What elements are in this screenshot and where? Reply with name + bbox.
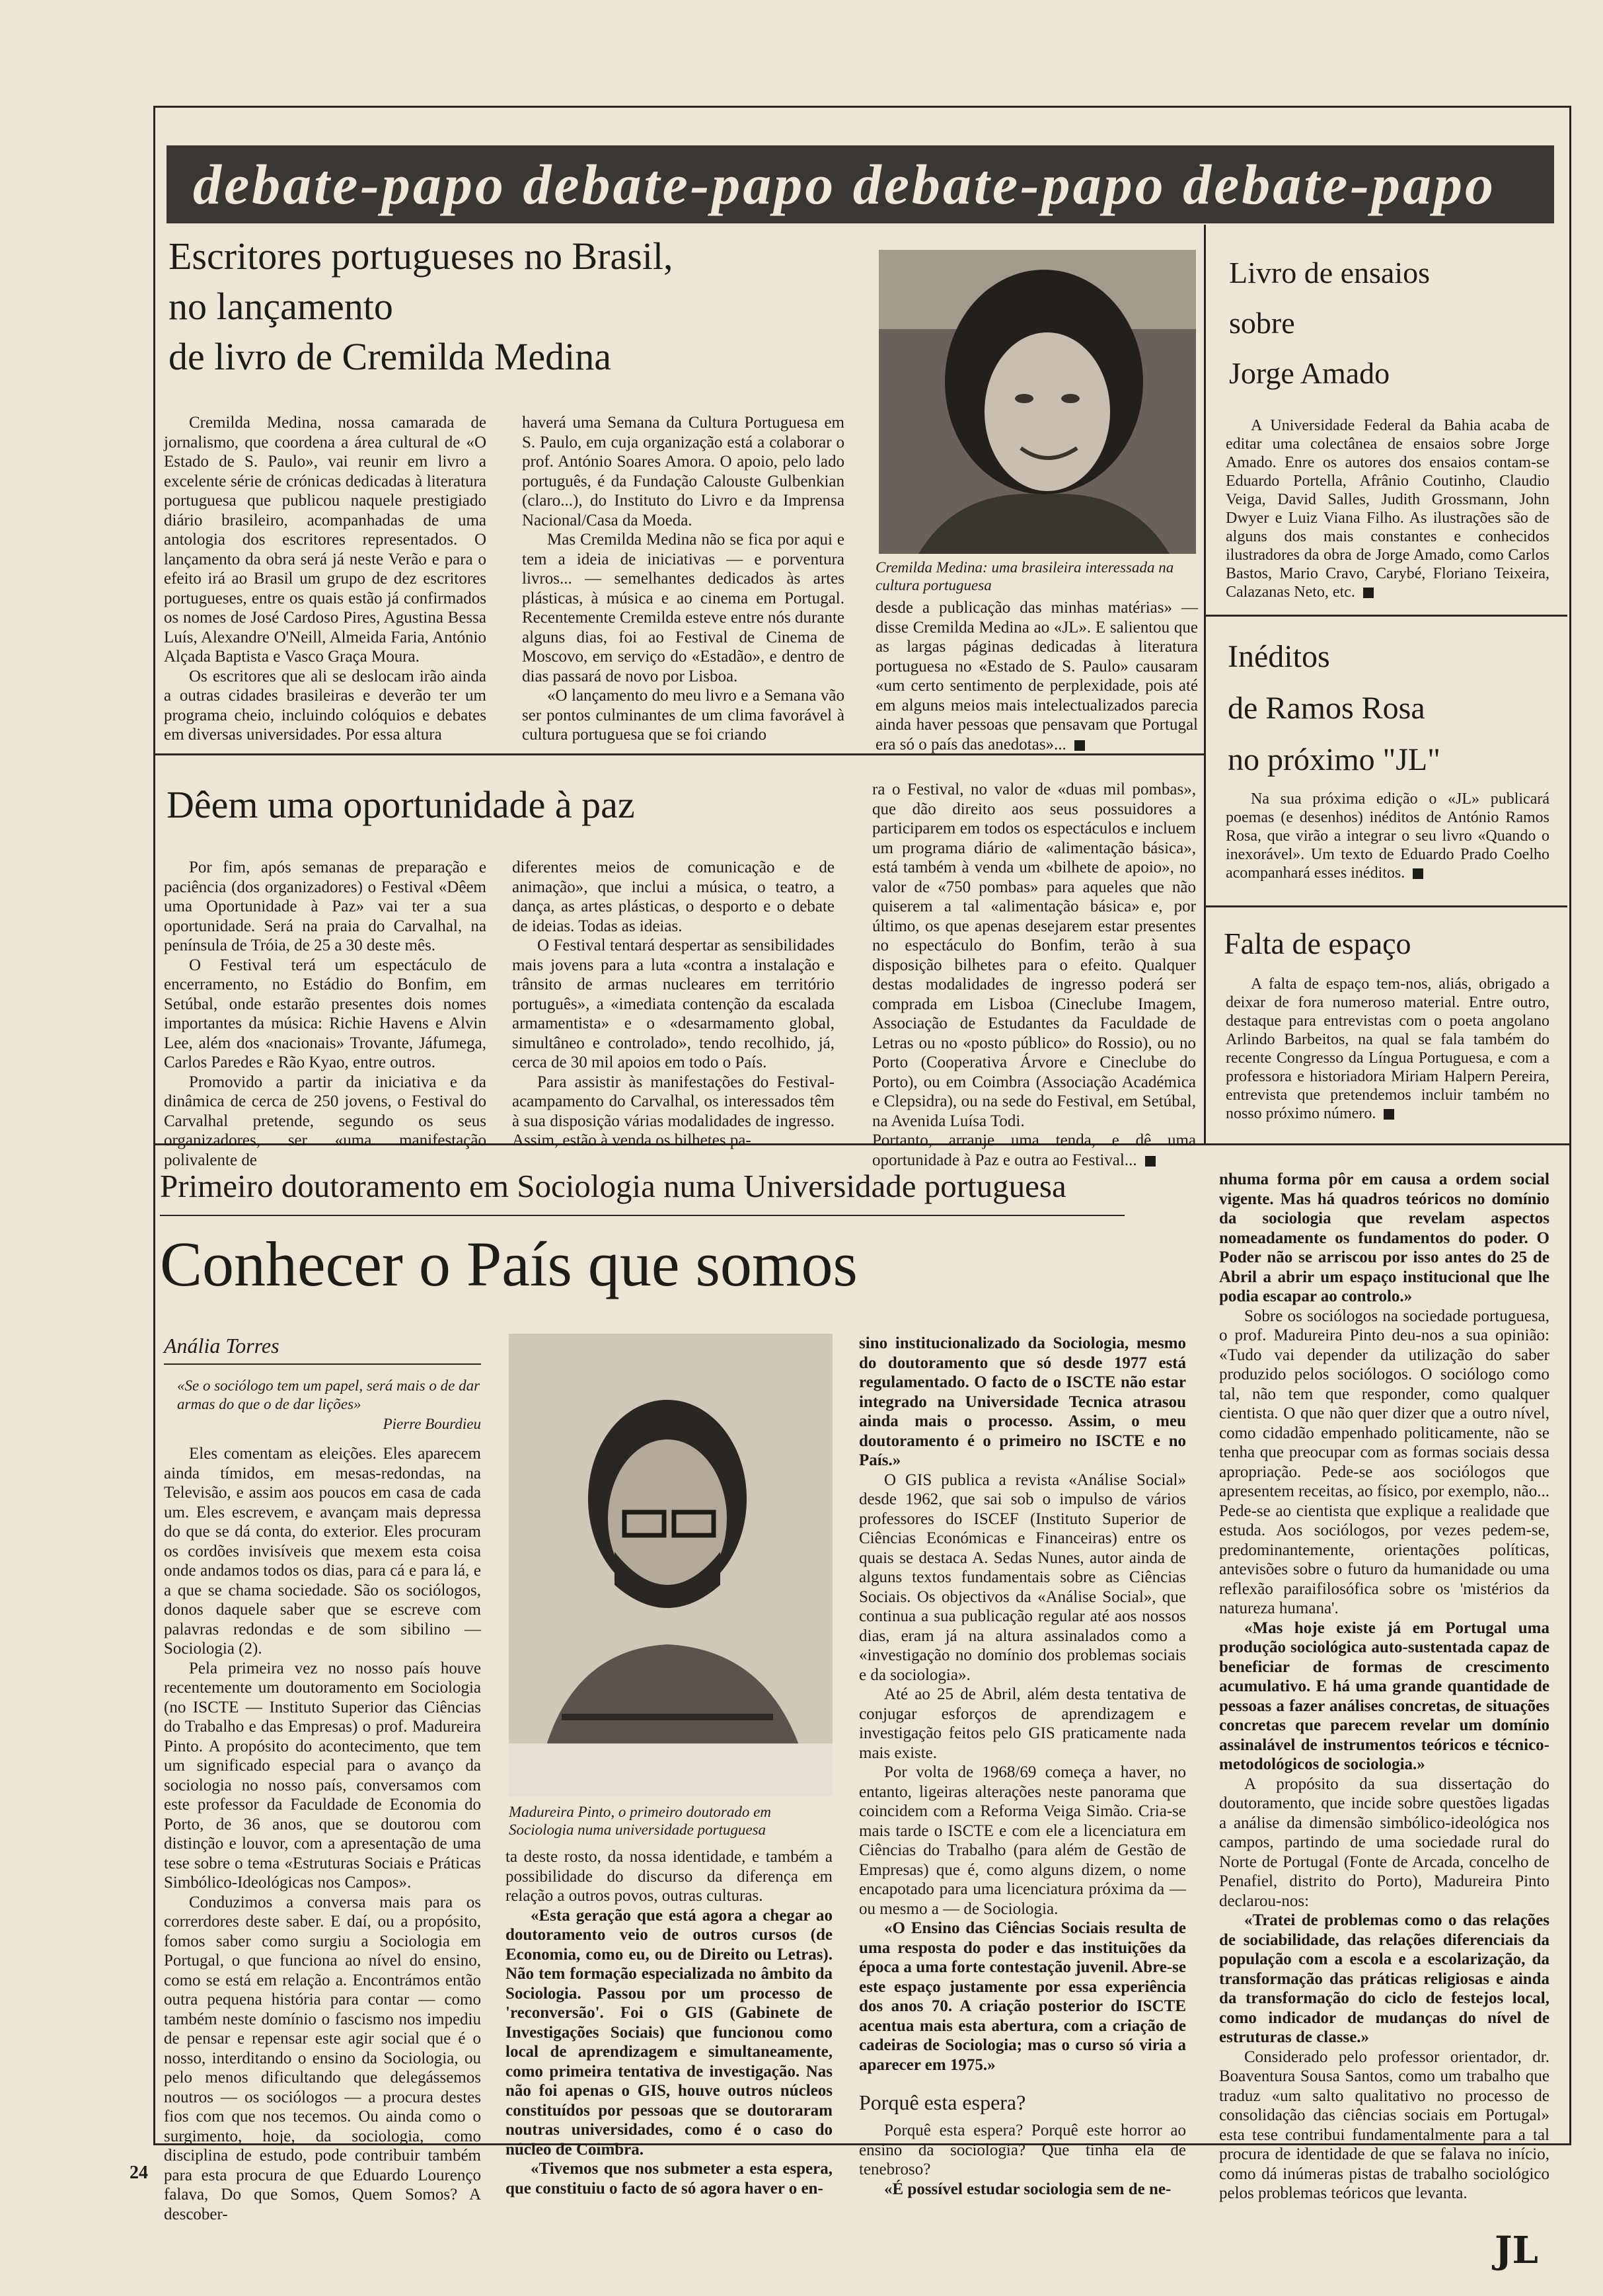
paragraph bbox=[1226, 416, 1549, 601]
paragraph: ta deste rosto, da nossa identidade, e também a possibilidade do discurso da diferença em relação a outros povos, outras culturas. bbox=[505, 1848, 833, 1905]
byline-underline bbox=[164, 1363, 481, 1365]
rule-side1 bbox=[1204, 615, 1567, 617]
photo-caption: Madureira Pinto, o primeiro doutorado em Sociologia numa universidade portuguesa bbox=[509, 1804, 771, 1838]
paragraph: Por volta de 1968/69 começa a haver, no entanto, ligeiras alterações neste panorama que coincidem com a Reforma Veiga Simão. Cria-se mais tarde o ISCTE e com ele a licenciatura em Ciências do Trabalho (para além de Gestão de Empresas) que é, como alguns dizem, o nome encapotado para uma licenciatura próxima da — ou mesmo a — de Sociologia. bbox=[859, 1763, 1186, 1918]
paragraph: Conduzimos a conversa mais para os correrdores deste saber. E daí, ou a propósito, fomos saber como surgiu a Sociologia em Portugal, o que funciona ao nível do ensino, como se está em relação a. Encontrámos então outra pequena história para contar — como também neste domínio o fascismo nos impediu de pensar e repensar este agir social que é o nosso, interditando o ensino da Sociologia, ou pelo menos dificultando que delegássemos noutros — os sociólogos — a procura destes fios com que nos tecemos. Ou ainda como o surgimento, hoje, da sociologia, como disciplina de estudo, pode contribuir também para esta procura de que Eduardo Lourenço falava, Do que Somos, Quem Somos? A descober- bbox=[164, 1893, 481, 2223]
paragraph: sino institucionalizado da Sociologia, mesmo do doutoramento que só desde 1977 está regulamentado. O facto de o ISCTE não estar integrado na Universidade Tecnica atrasou ainda mais o processo. Assim, o meu doutoramento é o primeiro no ISCTE e no País.» bbox=[859, 1334, 1186, 1469]
headline-line: Jorge Amado bbox=[1229, 356, 1390, 390]
headline-line: Livro de ensaios bbox=[1229, 256, 1431, 289]
portrait-illustration bbox=[879, 250, 1196, 554]
paragraph: A propósito da sua dissertação do doutoramento, que incide sobre questões ligadas a análise da dimensão simbólico-ideológica nos campos, partindo de uma sociedade rural do Norte de Portugal (Fonte de Arcada, concelho de Penafiel, distrito do Porto), Madureira Pinto declarou-nos: bbox=[1219, 1775, 1549, 1910]
paragraph: «O lançamento do meu livro e a Semana vão ser pontos culminantes de um clima favorável à cultura portuguesa que se foi criando bbox=[522, 687, 844, 744]
paragraph: Os escritores que ali se deslocam irão ainda a outras cidades brasileiras e deverão ter um programa cheio, incluindo colóquios e debates em diversas universidades. Por essa altura bbox=[164, 667, 486, 744]
article2-headline: Dêem uma oportunidade à paz bbox=[167, 783, 635, 826]
paragraph: «O Ensino das Ciências Sociais resulta de uma resposta do poder e das instituições da época a uma forte contestação juvenil. Abre-se este espaço justamente por essa experiência dos anos 70. A criação posterior do ISCTE acentua mais esta abertura, com a criação de cadeiras de Sociologia; mas o curso só viria a aparecer em 1975.» bbox=[859, 1919, 1186, 2074]
article1-col2 bbox=[522, 413, 844, 747]
paragraph: «É possível estudar sociologia sem de ne- bbox=[884, 2180, 1172, 2198]
page-number: 24 bbox=[130, 2162, 148, 2183]
article3-col3 bbox=[859, 1334, 1186, 2198]
sidebar3-headline: Falta de espaço bbox=[1224, 927, 1411, 960]
article3-col4 bbox=[1219, 1170, 1549, 2202]
article1-col1 bbox=[164, 413, 486, 747]
headline-line: de Ramos Rosa bbox=[1228, 691, 1425, 726]
paragraph: O Festival terá um espectáculo de encerramento, no Estádio do Bonfim, em Setúbal, onde estarão presentes dois nomes importantes da música: Richie Havens e Alvin Lee, além dos «nacionais» Trovante, Jáfumega, Carlos Paredes e Rão Kyao, entre outros. bbox=[164, 956, 486, 1071]
article2-col2 bbox=[512, 858, 835, 1149]
kicker-underline bbox=[160, 1215, 1125, 1216]
paragraph: Considerado pelo professor orientador, dr. Boaventura Sousa Santos, como um trabalho que traduz «um salto qualitativo no processo de consolidação das ciências sociais em Portugal» esta tese contribui fundamentalmente para a tal procura de identidade de que se falava no início, como dá inúmeras pistas de trabalho sociológico pelos problemas teóricos que levanta. bbox=[1219, 2047, 1549, 2202]
article3-byline: Anália Torres bbox=[164, 1334, 280, 1358]
rule-sidebar bbox=[1204, 225, 1206, 1145]
headline-line: de livro de Cremilda Medina bbox=[168, 335, 612, 378]
article3-headline: Conhecer o País que somos bbox=[160, 1229, 858, 1299]
article3-col2 bbox=[505, 1847, 833, 2198]
paragraph: diferentes meios de comunicação e de animação», que inclui a música, o teatro, a dança, as artes plásticas, o desporto e o debate de ideias. Todas as ideias. bbox=[512, 859, 835, 935]
end-mark-icon bbox=[1145, 1156, 1156, 1167]
article3-kicker: Primeiro doutoramento em Sociologia numa Universidade portuguesa bbox=[160, 1168, 1066, 1204]
end-mark-icon bbox=[1363, 588, 1374, 598]
paragraph-text: desde a publicação das minhas matérias» — disse Cremilda Medina ao «JL». E salientou que as largas páginas dedicadas à literatura portuguesa no «Estado de S. Paulo» causaram «um certo sentimento de perplexidade, pois até em alguns meios mais intelectualizados parecia ainda haver pessoas que pensavam que Portugal era só o país das anedotas»... bbox=[876, 599, 1198, 753]
rule-side2 bbox=[1204, 905, 1567, 907]
article1-col3 bbox=[876, 598, 1198, 753]
paragraph: ra o Festival, no valor de «duas mil pombas», que dão direito aos seus possuidores a participarem em todos os espectáculos e incluem um programa diário de «alimentação básica», está também à venda um «bilhete de apoio», no valor de «750 pombas» para aqueles que não quiserem a tal «alimentação básica» e, por último, os que apenas desejarem estar presentes no espectáculo do Bonfim, terão à sua disposição bilhetes para o efeito. Qualquer destas modalidades de ingresso poderá ser comprada em Lisboa (Cineclube Imagem, Associação de Estudantes da Faculdade de Letras ou no «posto público» do Rossio), ou no Porto (Cooperativa Árvore e Cineclube do Porto), ou em Coimbra (Associação Académica e Clepsidra), ou na sede do Festival, em Setúbal, na Avenida Luísa Todi. bbox=[872, 781, 1196, 1130]
headline-line: no próximo "JL" bbox=[1228, 742, 1440, 777]
paragraph: «Esta geração que está agora a chegar ao doutoramento veio de outros cursos (de Economia, como eu, ou de Direito ou Letras). Não tem formação especializada no âmbito da Sociologia. Passou por um processo de 'reconversão'. Foi o GIS (Gabinete de Investigações Sociais) que funcionou como local de aprendizagem e simultaneamente, como primeira tentativa de investigação. Nas não foi apenas o GIS, houve outros núcleos constituídos por pessoas que se doutoraram noutras universidades, como é o caso do núcleo de Coimbra. bbox=[505, 1906, 833, 2159]
paragraph: «Tratei de problemas como o das relações de sociabilidade, das relações diferenciais da população com a escola e a escolarização, da transformação das práticas religiosas e ainda da transformação do ciclo de festejos local, como indicador de mudanças do nível de estruturas de classe.» bbox=[1219, 1911, 1549, 2046]
paragraph: Porquê esta espera? Porquê este horror ao ensino da sociologia? Que tinha ela de tenebroso? bbox=[859, 2122, 1186, 2178]
headline-line: Escritores portugueses no Brasil, bbox=[168, 235, 673, 278]
paragraph: Até ao 25 de Abril, além desta tentativa de conjugar esforços de aprendizagem e investigação feitos pelo GIS praticamente nada mais existe. bbox=[859, 1685, 1186, 1762]
paragraph bbox=[872, 1131, 1196, 1170]
sidebar1-text bbox=[1226, 416, 1549, 608]
section-subhead: Porquê esta espera? bbox=[859, 2090, 1026, 2114]
paragraph bbox=[1226, 975, 1549, 1123]
paragraph-text: Na sua próxima edição o «JL» publicará poemas (e desenhos) inéditos de António Ramos Rosa, que virão a integrar o seu livro «Quando o inexorável». Um texto de Eduardo Prado Coelho acompanhará esses inéditos. bbox=[1226, 790, 1549, 882]
portrait-illustration bbox=[509, 1334, 833, 1796]
article2-col1 bbox=[164, 858, 486, 1169]
sidebar2-text bbox=[1226, 790, 1549, 899]
paragraph bbox=[1226, 790, 1549, 882]
article3-col1 bbox=[164, 1444, 481, 2223]
article1-headline bbox=[168, 231, 856, 382]
headline-line: no lançamento bbox=[168, 285, 393, 328]
madureira-pinto-photo bbox=[509, 1334, 833, 1796]
headline-line: Inéditos bbox=[1228, 639, 1330, 674]
paragraph: Eles comentam as eleições. Eles aparecem ainda tímidos, em mesas-redondas, na Televisão, e assim aos poucos em casa de cada um. Eles escrevem, e avançam mais depressa do que se dá conta, do exterior. Eles procuram os cordões invisíveis que mexem esta coisa onde andamos todos os dias, para cá e para lá, e a que se chama sociedade. São os sociólogos, donos daquele saber que se escreve com palavras redondas e de som sibilino — Sociologia (2). bbox=[164, 1445, 481, 1658]
paragraph: Pela primeira vez no nosso país houve recentemente um doutoramento em Sociologia (no ISCTE — Instituto Superior das Ciências do Trabalho e das Empresas) o prof. Madureira Pinto. A propósito do acontecimento, que tem um significado especial para o avanço da sociologia no nosso país, conversamos com este professor da Faculdade de Economia do Porto, de 36 anos, que se doutorou com distinção e louvor, com a apresentação de uma tese sobre o tema «Estruturas Sociais e Práticas Simbólico-Ideológicas nos Campos». bbox=[164, 1659, 481, 1892]
paragraph: O GIS publica a revista «Análise Social» desde 1962, que sai sob o impulso de vários professores do ISCEF (Instituto Superior de Ciências Económicas e Financeiras) entre os quais se destaca A. Sedas Nunes, autor ainda de alguns textos fundamentais sobre as Ciências Sociais. Os objectivos da «Análise Social», que continua a sua publicação regular até aos nossos dias, eram já na altura assinalados como a «investigação no domínio dos problemas sociais e da sociologia». bbox=[859, 1471, 1186, 1684]
article2-col3 bbox=[872, 780, 1196, 1169]
paragraph: «Tivemos que nos submeter a esta espera, que constituiu o facto de só agora haver o en- bbox=[505, 2160, 833, 2198]
sidebar3-text bbox=[1226, 975, 1549, 1140]
paragraph: Cremilda Medina, nossa camarada de jornalismo, que coordena a área cultural de «O Estado de S. Paulo», vai reunir em livro a excelente série de crónicas dedicadas à literatura portuguesa que publicou naquele prestigiado diário brasileiro, acompanhadas de uma antologia dos escritores representados. O lançamento da obra será já neste Verão e para o efeito irá ao Brasil um grupo de dez escritores portugueses, entre os quais estão já confirmados os nomes de José Cardoso Pires, Agustina Bessa Luís, Alexandre O'Neill, Almeida Faria, António Alçada Baptista e Vasco Graça Moura. bbox=[164, 414, 486, 666]
paragraph: Para assistir às manifestações do Festival-acampamento do Carvalhal, os interessados têm à sua disposição várias modalidades de ingresso. Assim, estão à venda os bilhetes pa- bbox=[512, 1073, 835, 1149]
paragraph: Sobre os sociólogos na sociedade portuguesa, o prof. Madureira Pinto deu-nos a sua opinião: «Tudo vai depender da utilização do saber produzido pelos sociólogos. O sociólogo como tal, não tem que responder, como qualquer cientista. O que não quer dizer que a outro nível, como cidadão empenhado politicamente, não se tenha que preocupar com as formas sociais dessa apropriação. Pede-se aos sociólogos que apresentem receitas, ao físico, por exemplo, não... Pede-se ao cientista que explique a realidade que estuda. Aos sociólogos, por vezes pedem-se, predominantemente, orientações políticas, antevisões sobre o futuro da humanidade ou uma reflexão paraifilosófica sobre os 'mistérios da natureza humana'. bbox=[1219, 1307, 1549, 1617]
paragraph: O Festival tentará despertar as sensibilidades mais jovens para a luta «contra a instalação e trânsito de armas nucleares em território português», a «imediata contenção da escalada armamentista» e o «desarmamento global, simultâneo e controlado», tendo recolhido, já, cerca de 30 mil apoios em todo o País. bbox=[512, 937, 835, 1071]
paragraph-text: A Universidade Federal da Bahia acaba de editar uma colectânea de ensaios sobre Jorge Amado. Enre os autores dos ensaios contam-se Eduardo Portella, Afrânio Coutinho, Claudio Veiga, David Salles, Judith Grossmann, John Dwyer e Luiz Viana Filho. As ilustrações são de alguns dos mais constantes e conhecidos ilustradores da obra de Jorge Amado, como Carlos Bastos, Mario Cravo, Carybé, Floriano Teixeira, Calazanas Neto, etc. bbox=[1226, 417, 1549, 601]
cremilda-medina-photo bbox=[879, 250, 1196, 554]
paragraph: haverá uma Semana da Cultura Portuguesa em S. Paulo, em cuja organização está a colaborar o prof. António Soares Amora. O apoio, pelo lado português, é da Fundação Calouste Gulbenkian (claro...), do Instituto do Livro e da Imprensa Nacional/Casa da Moeda. bbox=[522, 414, 844, 529]
epigraph: «Se o sociólogo tem um papel, será mais o de dar armas do que o de dar lições» bbox=[177, 1377, 480, 1412]
paragraph-text: Portanto, arranje uma tenda, e dê uma oportunidade à Paz e outra ao Festival... bbox=[872, 1131, 1196, 1169]
end-mark-icon bbox=[1413, 868, 1423, 879]
headline-line: sobre bbox=[1229, 306, 1295, 340]
sidebar1-headline bbox=[1229, 248, 1553, 399]
end-mark-icon bbox=[1074, 740, 1085, 751]
paragraph: Por fim, após semanas de preparação e paciência (dos organizadores) o Festival «Dêem uma Oportunidade à Paz» vai ter a sua oportunidade. Será na praia do Carvalhal, na península de Tróia, de 25 a 30 deste mês. bbox=[164, 859, 486, 954]
paragraph: nhuma forma pôr em causa a ordem social vigente. Mas há quadros teóricos no domínio da sociologia que revelam aspectos nomeadamente os fundamentos do poder. O Poder não se arriscou por isso antes do 25 de Abril a abrir um espaço institucional que lhe podia escapar ao controlo.» bbox=[1219, 1170, 1549, 1305]
paragraph-text: A falta de espaço tem-nos, aliás, obrigado a deixar de fora numeroso material. Entre outro, destaque para entrevistas com o poeta angolano Arlindo Barbeitos, na qual se fala também do recente Congresso da Língua Portuguesa, e com a professora e historiadora Miriam Halpern Pereira, entrevista que pretendemos incluir também no nosso próximo número. bbox=[1226, 976, 1549, 1122]
photo-caption: Cremilda Medina: uma brasileira interessada na cultura portuguesa bbox=[876, 559, 1174, 593]
paragraph: Promovido a partir da iniciativa e da dinâmica de cerca de 250 jovens, o Festival do Carvalhal pretende, segundo os seus organizadores, ser «uma manifestação polivalente de bbox=[164, 1073, 486, 1169]
section-banner: debate-papo debate-papo debate-papo debate-papo bbox=[167, 145, 1554, 223]
paragraph: «Mas hoje existe já em Portugal uma produção sociológica auto-sustentada capaz de beneficiar de formas de crescimento acumulativo. E há uma grande quantidade de pessoas a fazer análises concretas, de situações concretas que parecem revelar um domínio assinalável de instrumentos teóricos e técnico-metodológicos de sociologia.» bbox=[1219, 1619, 1549, 1773]
end-mark-icon bbox=[1384, 1109, 1394, 1120]
epigraph-author: Pierre Bourdieu bbox=[383, 1416, 481, 1432]
sidebar2-headline bbox=[1228, 631, 1551, 786]
paragraph bbox=[876, 598, 1198, 754]
jl-logo: JL bbox=[1495, 2229, 1538, 2272]
paragraph: Mas Cremilda Medina não se fica por aqui e tem a ideia de iniciativas — e porventura livros... — semelhantes dedicados às artes plásticas, à música e ao cinema em Portugal. Recentemente Cremilda esteve entre nós durante alguns dias, foi ao Festival de Cinema de Moscovo, em serviço do «Estadão», e dentro de dias passará de novo por Lisboa. bbox=[522, 531, 844, 685]
